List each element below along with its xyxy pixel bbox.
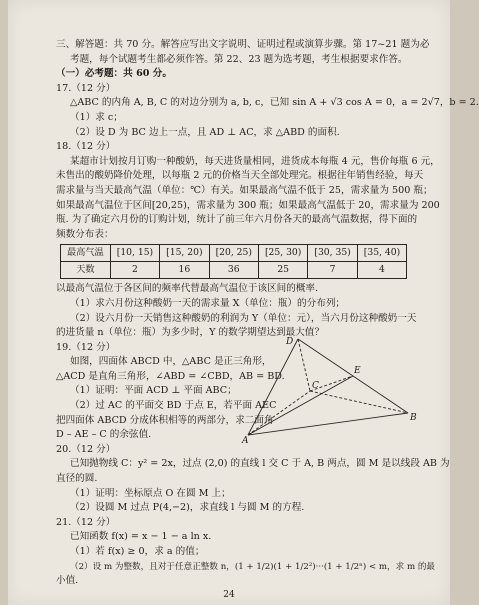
page-content (56, 38, 479, 589)
q19-part2a: （2）过 AC 的平面交 BD 于点 E，若平面 AEC (70, 400, 277, 412)
table-row (61, 262, 407, 279)
vertex-label-c: C (312, 380, 319, 391)
q18-part2a: （2）设六月份一天销售这种酸奶的利润为 Y（单位：元），当六月份这种酸奶一天 (70, 312, 417, 324)
q17-stem: △ABC 的内角 A, B, C 的对边分别为 a, b, c，已知 sin A + √3 cos A = 0，a = 2√7，b = 2. (70, 97, 479, 109)
table-cell: 7 (308, 262, 357, 279)
q19-part2c: D – AE – C 的余弦值. (56, 429, 152, 441)
frequency-table (60, 244, 407, 279)
table-cell: [35, 40) (357, 245, 406, 262)
table-header-row (61, 245, 407, 262)
q21-part1: （1）若 f(x) ≥ 0，求 a 的值； (70, 546, 205, 557)
q19-line2: △ACD 是直角三角形，∠ABD = ∠CBD，AB = BD. (56, 370, 285, 382)
q19-part1: （1）证明：平面 ACD ⊥ 平面 ABC； (70, 385, 237, 397)
q20-part2: （2）设圆 M 过点 P(4,−2)，求直线 l 与圆 M 的方程. (70, 502, 305, 514)
edge-dc (298, 339, 310, 391)
q18-line7: 以最高气温位于各区间的频率代替最高气温位于该区间的概率. (56, 283, 319, 295)
exam-page (8, 0, 479, 605)
q18-line6: 频数分布表： (56, 228, 114, 240)
q18-line2: 未售出的酸奶降价处理，以每瓶 2 元的价格当天全部处理完。根据往年销售经验，每天 (56, 170, 424, 182)
table-cell: 4 (357, 262, 406, 279)
q18-line1: 某超市计划按月订购一种酸奶，每天进货量相同，进货成本每瓶 4 元，售价每瓶 6 元， (70, 155, 440, 167)
table-cell: 2 (110, 262, 159, 279)
table-cell: 25 (258, 262, 307, 279)
vertex-label-a: A (242, 435, 249, 446)
vertex-label-b: B (410, 412, 417, 423)
page-number: 24 (223, 590, 235, 600)
q18-part2b: 的进货量 n（单位：瓶）为多少时，Y 的数学期望达到最大值？ (56, 327, 325, 339)
table-cell: [25, 30) (258, 245, 307, 262)
q18-line4: 如果最高气温位于区间[20,25)，需求量为 300 瓶；如果最高气温低于 20，需求量为 200 (56, 199, 440, 211)
q20-number: 20.（12 分） (56, 443, 116, 455)
q20-line2: 直径的圆. (56, 473, 98, 485)
edge-ab (248, 413, 408, 435)
q18-number: 18.（12 分） (56, 141, 116, 153)
q21-part2b: 小值. (56, 575, 79, 587)
edge-cb (310, 391, 408, 413)
table-cell: 36 (209, 262, 258, 279)
table-cell: 最高气温 (61, 245, 111, 262)
table-cell: 16 (160, 262, 209, 279)
q18-line5: 瓶. 为了确定六月份的订购计划，统计了前三年六月份各天的最高气温数据，得下面的 (56, 214, 418, 226)
q18-line3: 需求量与当天最高气温（单位：℃）有关。如果最高气温不低于 25，需求量为 500 瓶； (56, 184, 433, 196)
q19-part2b: 把四面体 ABCD 分成体积相等的两部分，求二面角 (56, 414, 274, 426)
table-cell: [15, 20) (160, 245, 209, 262)
edge-ac (248, 391, 310, 435)
table-cell: [10, 15) (110, 245, 159, 262)
q17-number: 17.（12 分） (56, 82, 116, 94)
section-header-cont: 考题，每个试题考生都必须作答。第 22、23 题为选考题，考生根据要求作答。 (70, 53, 408, 65)
section-subheader: （一）必考题：共 60 分。 (56, 68, 172, 80)
vertex-label-d: D (286, 336, 294, 347)
q20-part1: （1）证明：坐标原点 O 在圆 M 上； (70, 487, 231, 499)
q21-number: 21.（12 分） (56, 516, 116, 528)
tetrahedron-figure (242, 335, 422, 446)
q17-part1: （1）求 c； (70, 111, 123, 123)
q17-part2: （2）设 D 为 BC 边上一点，且 AD ⊥ AC，求 △ABD 的面积. (70, 126, 340, 138)
table-cell: [30, 35) (308, 245, 357, 262)
q21-line1: 已知函数 f(x) = x − 1 − a ln x. (70, 531, 212, 543)
q18-part1: （1）求六月份这种酸奶一天的需求量 X（单位：瓶）的分布列； (70, 297, 346, 309)
q19-line1: 如图，四面体 ABCD 中，△ABC 是正三角形， (70, 356, 272, 368)
table-cell: [20, 25) (209, 245, 258, 262)
table-cell: 天数 (61, 262, 111, 279)
q20-line1: 已知抛物线 C：y² = 2x，过点 (2,0) 的直线 l 交 C 于 A, B 两点，圆 M 是以线段 AB 为 (70, 458, 450, 470)
section-header: 三、解答题：共 70 分。解答应写出文字说明、证明过程或演算步骤。第 17~21 题为必 (56, 39, 430, 50)
vertex-label-e: E (354, 365, 361, 376)
q19-number: 19.（12 分） (56, 341, 116, 353)
q19-block (56, 336, 428, 446)
q21-part2: （2）设 m 为整数，且对于任意正整数 n，(1 + 1/2)(1 + 1/2²)···(1 + 1/2ⁿ) < m，求 m 的最 (70, 561, 436, 572)
